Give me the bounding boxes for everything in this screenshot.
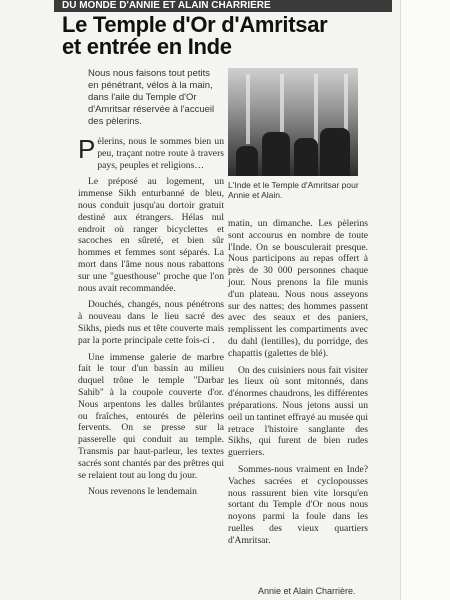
temple-photo bbox=[228, 68, 358, 176]
paragraph: Une immense galerie de marbre fait le tour d'un bassin au milieu duquel trône le temple "Darbar Sahib" à la coupole couverte d'or. Nous arpentons les dalles brûlantes ou fraîches, entourés de pèlerins fervents. On se presse sur la passerelle qui conduit au temple. Transmis par haut-parleur, les textes sacrés sont chantés par des prêtres qui se relaient tout au long du jour. bbox=[78, 351, 224, 481]
headline-line-1: Le Temple d'Or d'Amritsar bbox=[62, 12, 328, 37]
paragraph: matin, un dimanche. Les pèlerins sont accourus en nombre de toute l'Inde. On se bousculerait presque. Nous participons au repas offert à près de 30 000 personnes chaque jour. Nous prenons la file munis d'un plateau. Nous nous asseyons sur des nattes; des hommes passent avec des seaux et des paniers, remplissent les compartiments avec du dahl (lentilles), du porridge, des chapattis (galettes de blé). bbox=[228, 218, 368, 359]
paragraph: Sommes-nous vraiment en Inde? Vaches sacrées et cyclopousses nous rassurent bien vite lorsqu'en sortant du Temple d'Or nous nous noyons parmi la foule dans les ruelles des vieux quartiers d'Amritsar. bbox=[228, 463, 368, 546]
section-strapline: DU MONDE D'ANNIE ET ALAIN CHARRIÈRE bbox=[54, 0, 392, 12]
article-column-2 bbox=[228, 218, 368, 552]
photo-figure bbox=[320, 128, 350, 176]
photo-column bbox=[314, 74, 318, 144]
photo-figure bbox=[236, 146, 258, 176]
article-headline bbox=[62, 14, 392, 58]
article-column-1 bbox=[78, 136, 224, 503]
headline-line-2: et entrée en Inde bbox=[62, 34, 232, 59]
drop-cap: P bbox=[78, 134, 96, 164]
photo-figure bbox=[294, 138, 318, 176]
paragraph: Douchés, changés, nous pénétrons à nouveau dans le lieu sacré des Sikhs, pieds nus et tête couverte mais par la porte principale cette fois-ci . bbox=[78, 299, 224, 346]
author-signature: Annie et Alain Charrière. bbox=[258, 586, 356, 596]
article-intro: Nous nous faisons tout petits en pénétrant, vélos à la main, dans l'aile du Temple d'Or d'Amritsar réservée à l'accueil des pèlerins. bbox=[88, 68, 215, 127]
photo-figure bbox=[262, 132, 290, 176]
paragraph: Pèlerins, nous le sommes bien un peu, traçant notre route à travers pays, peuples et religions… bbox=[78, 134, 224, 171]
paragraph: On des cuisiniers nous fait visiter les lieux où sont mitonnés, dans d'énormes chaudrons, les différentes préparations. Nous jetons aussi un oeil un tantinet effrayé au musée qui retrace l'histoire sanglante des Sikhs, qui furent de bien rudes guerriers. bbox=[228, 364, 368, 459]
photo-column bbox=[246, 74, 250, 144]
paragraph: Nous revenons le lendemain bbox=[88, 486, 197, 498]
paragraph: Le préposé au logement, un immense Sikh enturbanné de bleu, nous conduit jusqu'au dortoir gratuit destiné aux étrangers. Hélas nul endroit où ranger bicyclettes et sacoches en sûreté, et bien sûr hommes et femmes sont séparés. La mort dans l'âme nous nous rabattons sur une "guesthouse" proche que l'on nous avait recommandée. bbox=[78, 176, 224, 294]
photo-caption: L'Inde et le Temple d'Amritsar pour Annie et Alain. bbox=[228, 180, 359, 200]
